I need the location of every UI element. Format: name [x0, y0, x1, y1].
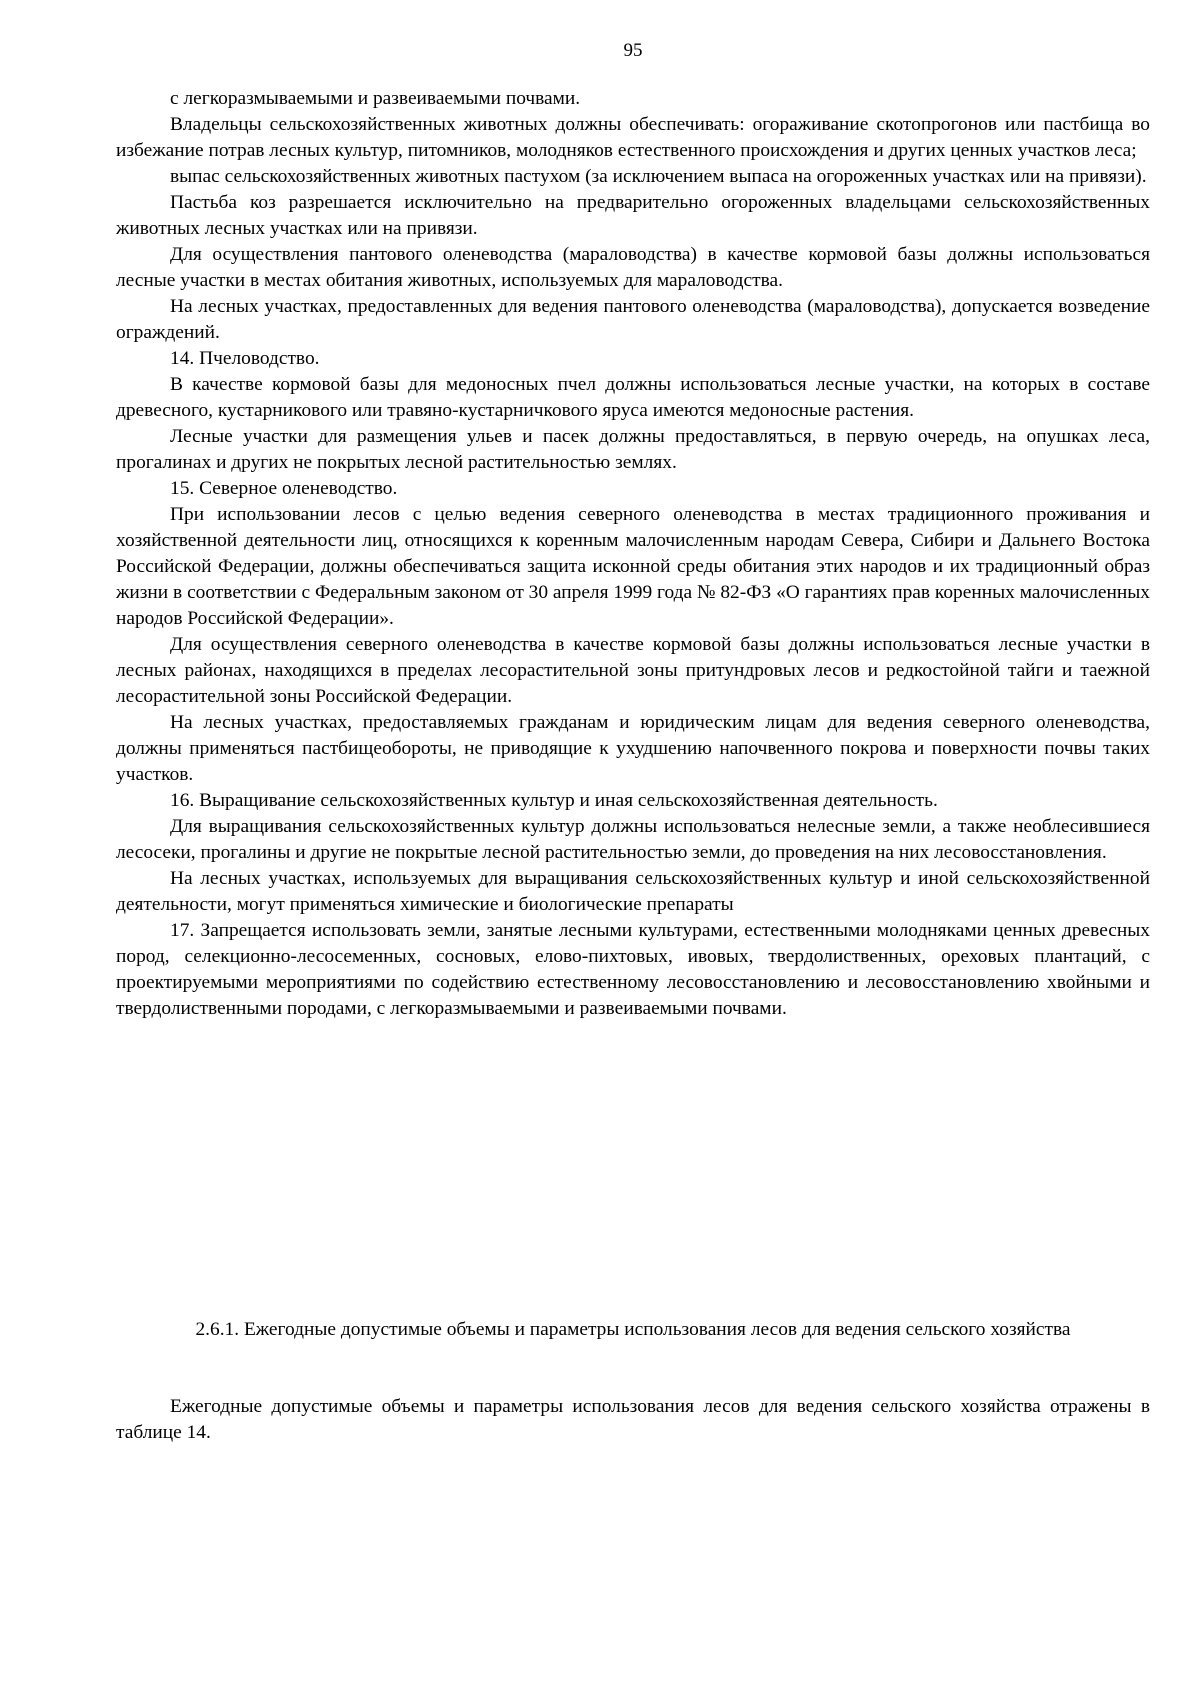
item-17-paragraph: 17. Запрещается использовать земли, занятые лесными культурами, естественными молодняками ценных древесных пород, селекционно-лесосеменных, сосновых, елово-пихтовых, ивовых, твердолиственных, ореховых плантаций, с проектируемыми мероприятиями по содействию естественному лесовосстановлению и лесовосстановлению хвойными и твердолиственными породами, с легкоразмываемыми и развеиваемыми почвами. [116, 920, 1150, 1019]
paragraph-grazing-shepherd: выпас сельскохозяйственных животных пастухом (за исключением выпаса на огороженных участках или на привязи). [170, 166, 1147, 187]
paragraph-hives: Лесные участки для размещения ульев и пасек должны предоставляться, в первую очередь, на опушках леса, прогалинах и других не покрытых лесной растительностью землях. [116, 426, 1150, 473]
paragraph-reindeer-forage: Для осуществления северного оленеводства в качестве кормовой базы должны использоваться лесные участки в лесных районах, находящихся в пределах лесорастительной зоны притундровых лесов и редкостойной тайги и таежной лесорастительной зоны Российской Федерации. [116, 634, 1150, 707]
closing-paragraph: Ежегодные допустимые объемы и параметры использования лесов для ведения сельского хозяйства отражены в таблице 14. [116, 1396, 1150, 1443]
section-heading: 2.6.1. Ежегодные допустимые объемы и параметры использования лесов для ведения сельского хозяйства [195, 1319, 1071, 1340]
page-number: 95 [623, 40, 643, 61]
paragraph-bees-forage: В качестве кормовой базы для медоносных пчел должны использоваться лесные участки, на которых в составе древесного, кустарникового или травяно-кустарничкового яруса имеются медоносные растения. [116, 374, 1150, 421]
item-15-heading: 15. Северное оленеводство. [170, 478, 398, 499]
paragraph-pasture-rotation: На лесных участках, предоставляемых гражданам и юридическим лицам для ведения северного оленеводства, должны применяться пастбищеобороты, не приводящие к ухудшению напочвенного покрова и поверхности почвы таких участков. [116, 712, 1150, 785]
body-text [116, 86, 1150, 1022]
paragraph-northern-reindeer: При использовании лесов с целью ведения северного оленеводства в местах традиционного проживания и хозяйственной деятельности лиц, относящихся к коренным малочисленным народам Севера, Сибири и Дальнего Востока Российской Федерации, должны обеспечиваться защита исконной среды обитания этих народов и их традиционный образ жизни в соответствии с Федеральным законом от 30 апреля 1999 года № 82-ФЗ «О гарантиях прав коренных малочисленных народов Российской Федерации». [116, 504, 1150, 629]
paragraph-continuation: с легкоразмываемыми и развеиваемыми почвами. [170, 88, 581, 109]
paragraph-antler-deer: Для осуществления пантового оленеводства (мараловодства) в качестве кормовой базы должны использоваться лесные участки в местах обитания животных, используемых для мараловодства. [116, 244, 1150, 291]
paragraph-fencing: На лесных участках, предоставленных для ведения пантового оленеводства (мараловодства), допускается возведение ограждений. [116, 296, 1150, 343]
paragraph-goats: Пастьба коз разрешается исключительно на предварительно огороженных владельцами сельскохозяйственных животных лесных участках или на привязи. [116, 192, 1150, 239]
paragraph-chemicals: На лесных участках, используемых для выращивания сельскохозяйственных культур и иной сельскохозяйственной деятельности, могут применяться химические и биологические препараты [116, 868, 1150, 915]
paragraph-owners-duties: Владельцы сельскохозяйственных животных должны обеспечивать: огораживание скотопрогонов или пастбища во избежание потрав лесных культур, питомников, молодняков естественного происхождения и других ценных участков леса; [116, 114, 1150, 161]
paragraph-crops-land: Для выращивания сельскохозяйственных культур должны использоваться нелесные земли, а также необлесившиеся лесосеки, прогалины и другие не покрытые лесной растительностью земли, до проведения на них лесовосстановления. [116, 816, 1150, 863]
item-16-heading: 16. Выращивание сельскохозяйственных культур и иная сельскохозяйственная деятельность. [170, 790, 938, 811]
item-14-heading: 14. Пчеловодство. [170, 348, 320, 369]
